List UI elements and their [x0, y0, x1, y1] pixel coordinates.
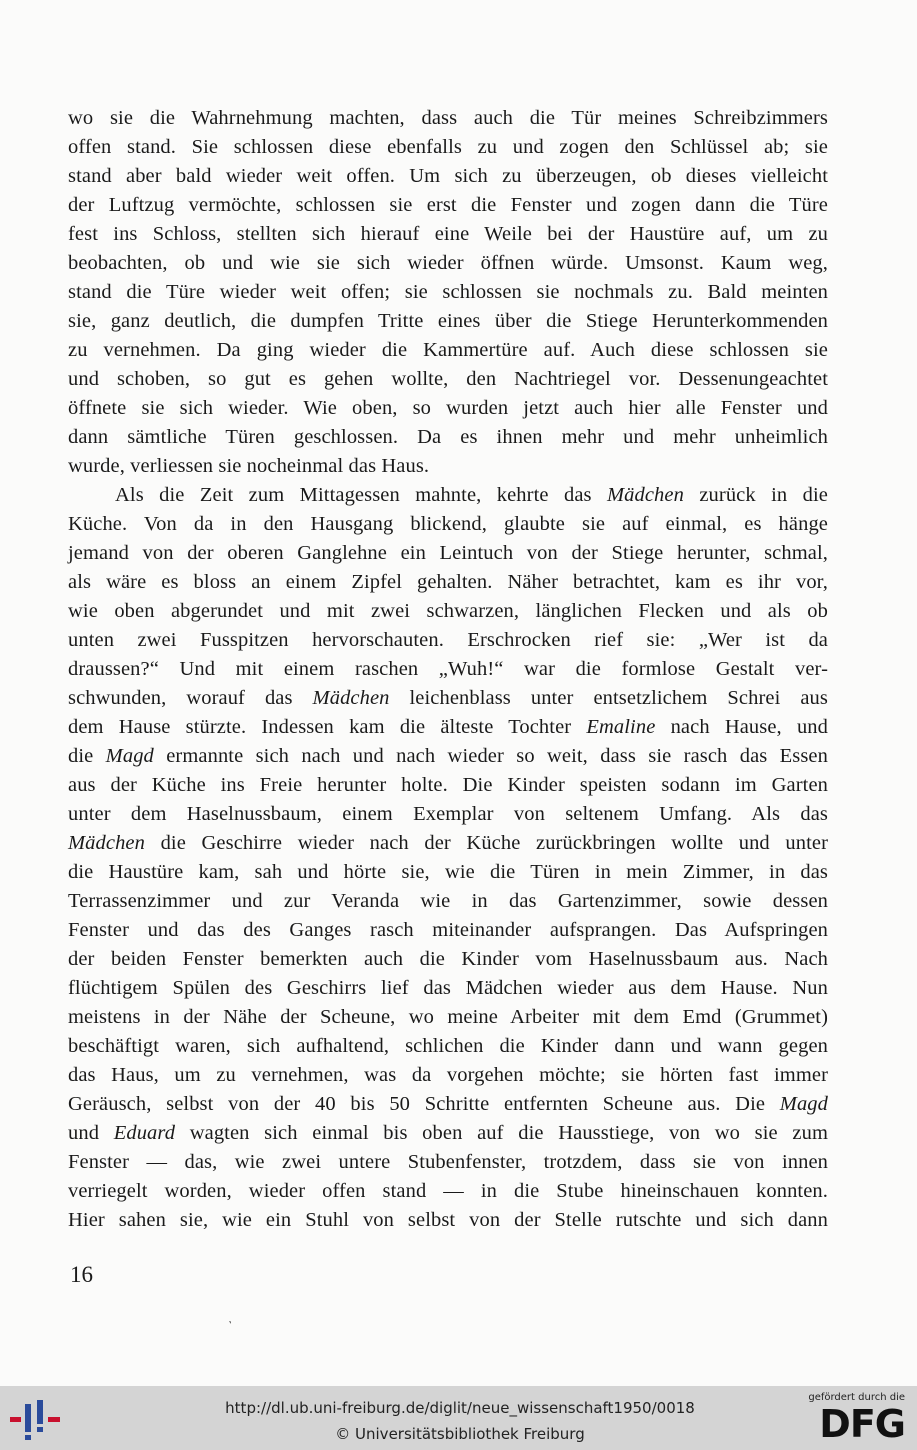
text-line: [68, 191, 828, 220]
text-segment: offen stand. Sie schlossen diese ebenfalls zu und zogen den Schlüssel ab; sie: [68, 136, 828, 158]
text-segment: Fenster — das, wie zwei untere Stubenfenster, trotzdem, dass sie von innen: [68, 1151, 828, 1173]
text-line: [68, 220, 828, 249]
text-segment: leichenblass unter entsetzlichem Schrei aus: [389, 687, 828, 709]
text-segment: zu vernehmen. Da ging wieder die Kammertüre auf. Auch diese schlossen sie: [68, 339, 828, 361]
text-line: [68, 858, 828, 887]
text-line: [68, 713, 828, 742]
dfg-caption: gefördert durch die: [808, 1392, 905, 1403]
text-line: [68, 974, 828, 1003]
text-line: [68, 1206, 828, 1235]
text-segment: schwunden, worauf das: [68, 687, 313, 709]
text-segment: sie, ganz deutlich, die dumpfen Tritte eines über die Stiege Herunterkommenden: [68, 310, 828, 332]
text-segment: unter dem Haselnussbaum, einem Exemplar von seltenem Umfang. Als das: [68, 803, 828, 825]
text-line: [68, 1148, 828, 1177]
text-line: [68, 365, 828, 394]
ub-freiburg-logo-icon: [8, 1398, 64, 1442]
text-segment: wurde, verliessen sie nocheinmal das Haus.: [68, 455, 430, 477]
italic-name: Magd: [105, 745, 154, 767]
text-line: [68, 626, 828, 655]
text-line: [68, 336, 828, 365]
text-line: [68, 597, 828, 626]
text-line: [68, 394, 828, 423]
text-segment: meistens in der Nähe der Scheune, wo meine Arbeiter mit dem Emd (Grummet): [68, 1006, 828, 1028]
text-segment: draussen?“ Und mit einem raschen „Wuh!“ war die formlose Gestalt ver-: [68, 658, 828, 680]
text-segment: beschäftigt waren, sich aufhaltend, schlichen die Kinder dann und wann gegen: [68, 1035, 828, 1057]
text-segment: die: [68, 745, 106, 767]
text-segment: zurück in die: [683, 484, 828, 506]
text-segment: der beiden Fenster bemerkten auch die Kinder vom Haselnussbaum aus. Nach: [68, 948, 828, 970]
text-segment: nach Hause, und: [655, 716, 828, 738]
dfg-logo: DFG: [819, 1402, 905, 1446]
italic-name: Mädchen: [68, 832, 145, 854]
text-line: [68, 1119, 828, 1148]
text-line: [68, 104, 828, 133]
text-line: [68, 742, 828, 771]
text-line: [68, 249, 828, 278]
text-segment: aus der Küche ins Freie herunter holte. Die Kinder speisten sodann im Garten: [68, 774, 828, 796]
text-segment: fest ins Schloss, stellten sich hierauf eine Weile bei der Haustüre auf, um zu: [68, 223, 828, 245]
text-line: [68, 481, 828, 510]
text-line: [68, 568, 828, 597]
source-url-link[interactable]: http://dl.ub.uni-freiburg.de/diglit/neue_wissenschaft1950/0018: [225, 1399, 695, 1417]
text-line: [68, 684, 828, 713]
text-line: [68, 133, 828, 162]
text-segment: dem Hause stürzte. Indessen kam die älteste Tochter: [68, 716, 587, 738]
text-segment: flüchtigem Spülen des Geschirrs lief das Mädchen wieder aus dem Hause. Nun: [68, 977, 828, 999]
text-segment: die Haustüre kam, sah und hörte sie, wie die Türen in mein Zimmer, in das: [68, 861, 828, 883]
text-segment: und: [68, 1122, 114, 1144]
italic-name: Mädchen: [312, 687, 390, 709]
text-segment: das Haus, um zu vernehmen, was da vorgehen möchte; sie hörten fast immer: [68, 1064, 828, 1086]
italic-name: Emaline: [586, 716, 656, 738]
text-segment: Fenster und das des Ganges rasch miteinander aufsprangen. Das Aufspringen: [68, 919, 828, 941]
text-segment: verriegelt worden, wieder offen stand — in die Stube hineinschauen konnten.: [68, 1180, 828, 1202]
text-line: [68, 278, 828, 307]
text-line: [68, 423, 828, 452]
italic-name: Mädchen: [606, 484, 684, 506]
text-segment: Terrassenzimmer und zur Veranda wie in das Gartenzimmer, sowie dessen: [68, 890, 828, 912]
stray-mark: ˺: [228, 1318, 232, 1332]
text-segment: Küche. Von da in den Hausgang blickend, glaubte sie auf einmal, es hänge: [68, 513, 828, 535]
text-segment: Geräusch, selbst von der 40 bis 50 Schritte entfernten Scheune aus. Die: [68, 1093, 780, 1115]
text-segment: wie oben abgerundet und mit zwei schwarzen, länglichen Flecken und als ob: [68, 600, 828, 622]
text-segment: die Geschirre wieder nach der Küche zurückbringen wollte und unter: [144, 832, 828, 854]
italic-name: Magd: [779, 1093, 828, 1115]
body-text: [68, 104, 828, 1235]
text-line: [68, 452, 828, 481]
text-segment: der Luftzug vermöchte, schlossen sie erst die Fenster und zogen dann die Türe: [68, 194, 828, 216]
text-segment: stand aber bald wieder weit offen. Um sich zu überzeugen, ob dieses vielleicht: [68, 165, 828, 187]
text-segment: dann sämtliche Türen geschlossen. Da es ihnen mehr und mehr unheimlich: [68, 426, 828, 448]
text-segment: beobachten, ob und wie sie sich wieder öffnen würde. Umsonst. Kaum weg,: [68, 252, 828, 274]
text-segment: jemand von der oberen Ganglehne ein Leintuch von der Stiege herunter, schmal,: [68, 542, 828, 564]
text-line: [68, 916, 828, 945]
text-line: [68, 162, 828, 191]
text-line: [68, 1032, 828, 1061]
copyright-notice: © Universitätsbibliothek Freiburg: [335, 1425, 585, 1443]
text-segment: wagten sich einmal bis oben auf die Hausstiege, von wo sie zum: [175, 1122, 828, 1144]
footer-bar: [0, 1386, 917, 1450]
text-segment: Als die Zeit zum Mittagessen mahnte, kehrte das: [115, 484, 607, 506]
text-line: [68, 307, 828, 336]
text-line: [68, 829, 828, 858]
text-segment: unten zwei Fusspitzen hervorschauten. Erschrocken rief sie: „Wer ist da: [68, 629, 828, 651]
text-segment: öffnete sie sich wieder. Wie oben, so wurden jetzt auch hier alle Fenster und: [68, 397, 828, 419]
text-line: [68, 1177, 828, 1206]
text-segment: und schoben, so gut es gehen wollte, den Nachtriegel vor. Dessenungeachtet: [68, 368, 828, 390]
text-line: [68, 800, 828, 829]
text-line: [68, 655, 828, 684]
text-line: [68, 1003, 828, 1032]
text-segment: wo sie die Wahrnehmung machten, dass auch die Tür meines Schreibzimmers: [68, 107, 828, 129]
page-number: 16: [70, 1262, 93, 1287]
text-segment: als wäre es bloss an einem Zipfel gehalten. Näher betrachtet, kam es ihr vor,: [68, 571, 828, 593]
text-line: [68, 539, 828, 568]
text-segment: Hier sahen sie, wie ein Stuhl von selbst von der Stelle rutschte und sich dann: [68, 1209, 828, 1231]
italic-name: Eduard: [113, 1122, 176, 1144]
text-line: [68, 1090, 828, 1119]
text-line: [68, 887, 828, 916]
text-line: [68, 771, 828, 800]
text-segment: ermannte sich nach und nach wieder so weit, dass sie rasch das Essen: [153, 745, 828, 767]
text-line: [68, 510, 828, 539]
text-line: [68, 945, 828, 974]
text-segment: stand die Türe wieder weit offen; sie schlossen sie nochmals zu. Bald meinten: [68, 281, 828, 303]
text-line: [68, 1061, 828, 1090]
